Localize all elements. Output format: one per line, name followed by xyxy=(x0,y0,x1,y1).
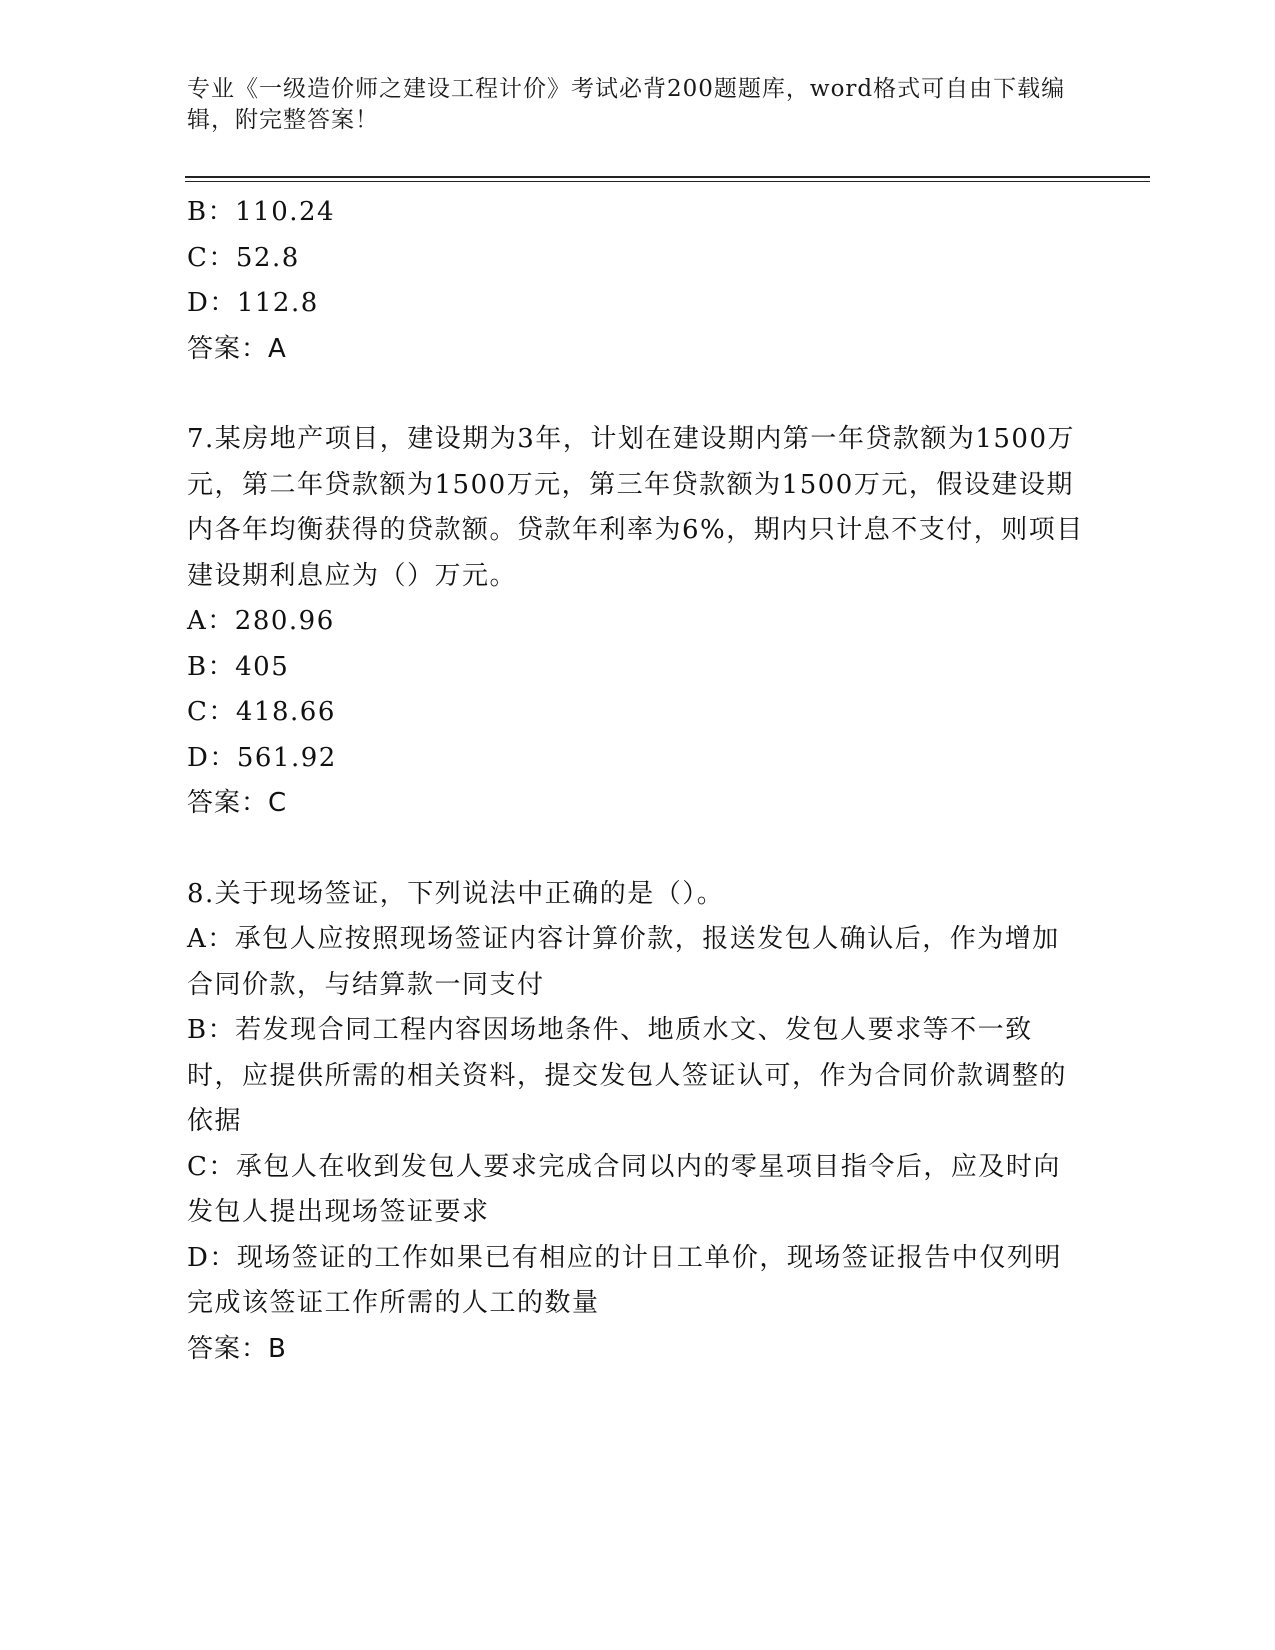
q8-option-b: B：若发现合同工程内容因场地条件、地质水文、发包人要求等不一致时，应提供所需的相关资料，提交发包人签证认可，作为合同价款调整的依据 xyxy=(187,1015,1068,1136)
spacer xyxy=(187,372,1087,417)
q8-option-c: C：承包人在收到发包人要求完成合同以内的零星项目指令后，应及时向发包人提出现场签证要求 xyxy=(187,1151,1061,1227)
header-divider-thin xyxy=(185,181,1150,182)
q6-option-b: B：110.24 xyxy=(187,197,336,227)
q7-option-c: C：418.66 xyxy=(187,697,336,727)
q7-option-a: A：280.96 xyxy=(187,606,335,636)
q6-answer: 答案：A xyxy=(187,333,287,364)
q8-option-a: A：承包人应按照现场签证内容计算价款，报送发包人确认后，作为增加合同价款，与结算款一同支付 xyxy=(187,924,1060,1000)
q6-option-d: D：112.8 xyxy=(187,288,319,318)
question-content xyxy=(187,190,1087,1372)
page-header: 专业《一级造价师之建设工程计价》考试必背200题题库，word格式可自由下载编辑，附完整答案！ xyxy=(187,76,1066,133)
q7-answer: 答案：C xyxy=(187,788,288,818)
q7-stem: 7.某房地产项目，建设期为3年，计划在建设期内第一年贷款额为1500万元，第二年贷款额为1500万元，第三年贷款额为1500万元，假设建设期内各年均衡获得的贷款额。贷款年利率为6%，期内只计息不支付，则项目建设期利息应为（）万元。 xyxy=(187,424,1084,591)
q7-option-b: B：405 xyxy=(187,651,290,682)
q8-stem: 8.关于现场签证，下列说法中正确的是（）。 xyxy=(187,878,725,909)
q6-option-c: C：52.8 xyxy=(187,242,300,273)
q7-option-d: D：561.92 xyxy=(187,742,337,773)
q8-answer: 答案：B xyxy=(187,1333,287,1364)
spacer xyxy=(187,827,1087,872)
header-divider-thick xyxy=(185,176,1150,178)
q8-option-d: D：现场签证的工作如果已有相应的计日工单价，现场签证报告中仅列明完成该签证工作所需的人工的数量 xyxy=(187,1242,1062,1318)
